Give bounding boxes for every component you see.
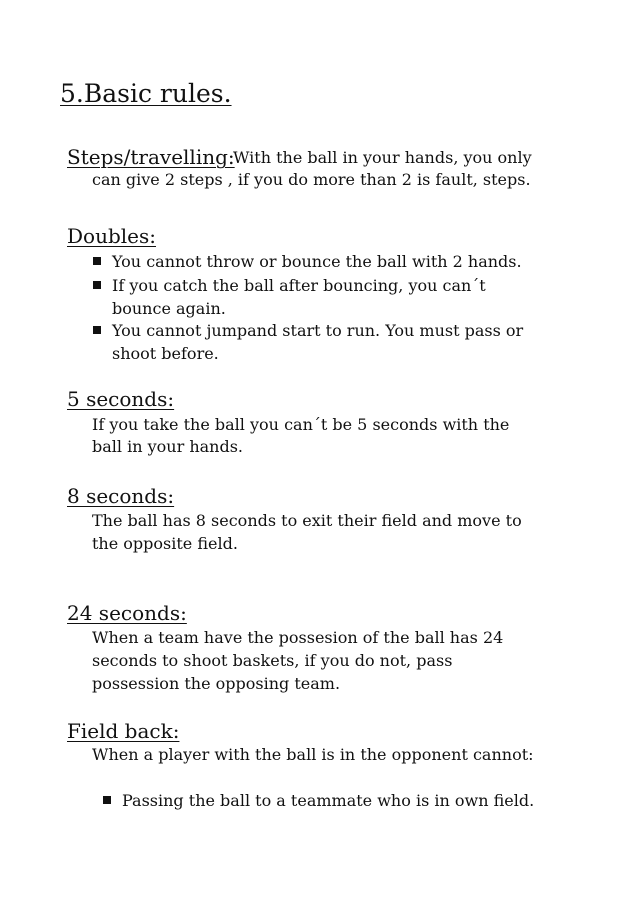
twentyfour-seconds-line3: possession the opposing team. — [92, 674, 341, 693]
twentyfour-seconds-line1: When a team have the possesion of the ball has 24 — [92, 628, 504, 647]
doubles-heading: Doubles: — [67, 224, 156, 248]
five-seconds-line1: If you take the ball you can´t be 5 seconds with the — [92, 415, 510, 434]
doubles-bullet3-line2: shoot before. — [112, 344, 219, 363]
eight-seconds-heading: 8 seconds: — [67, 484, 175, 508]
eight-seconds-line2: the opposite field. — [92, 534, 238, 553]
five-seconds-line2: ball in your hands. — [92, 437, 244, 456]
field-back-bullet1: Passing the ball to a teammate who is in own field. — [122, 791, 535, 810]
bullet-square-icon — [93, 257, 101, 265]
bullet-square-icon — [93, 281, 101, 289]
steps-text-line1: With the ball in your hands, you only — [233, 148, 532, 167]
doubles-bullet2-line2: bounce again. — [112, 299, 226, 318]
page-title: 5.Basic rules. — [60, 79, 232, 108]
twentyfour-seconds-line2: seconds to shoot baskets, if you do not, pass — [92, 651, 453, 670]
field-back-line1: When a player with the ball is in the opponent cannot: — [92, 745, 534, 764]
steps-heading: Steps/travelling: — [67, 145, 235, 169]
field-back-heading: Field back: — [67, 719, 180, 743]
bullet-square-icon — [103, 796, 111, 804]
doubles-bullet2-line1: If you catch the ball after bouncing, you can´t — [112, 276, 486, 295]
twentyfour-seconds-heading: 24 seconds: — [67, 601, 187, 625]
steps-text-line2: can give 2 steps , if you do more than 2 is fault, steps. — [92, 170, 531, 189]
eight-seconds-line1: The ball has 8 seconds to exit their field and move to — [92, 511, 522, 530]
doubles-bullet1: You cannot throw or bounce the ball with 2 hands. — [112, 252, 522, 271]
doubles-bullet3-line1: You cannot jumpand start to run. You must pass or — [112, 321, 524, 340]
bullet-square-icon — [93, 326, 101, 334]
five-seconds-heading: 5 seconds: — [67, 387, 175, 411]
